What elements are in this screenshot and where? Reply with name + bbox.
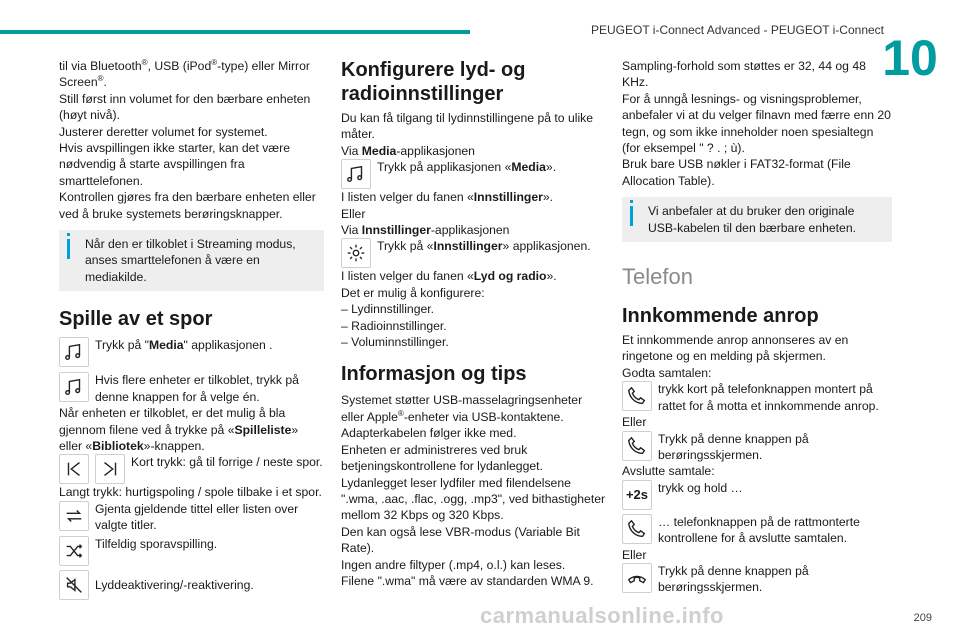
text-bold: Media	[511, 160, 546, 175]
reg-mark: ®	[141, 57, 148, 67]
option-item: – Radioinnstillinger.	[341, 318, 447, 333]
media-row	[59, 337, 324, 367]
press-screen-text: Trykk på denne knappen på berøringsskjermen.	[658, 563, 809, 595]
reg-mark: ®	[211, 57, 218, 67]
or-text: Eller	[341, 206, 366, 221]
note-text: Vi anbefaler at du bruker den originale USB-kabelen til den bærbare enheten.	[648, 204, 856, 235]
body-line: Den kan også lese VBR-modus (Variable Bit Rate).	[341, 524, 580, 556]
phone-icon	[622, 431, 652, 461]
text: » eller «	[59, 422, 299, 453]
text: Trykk på applikasjonen «	[377, 160, 512, 175]
repeat-text: Gjenta gjeldende tittel eller listen over valgte titler.	[95, 501, 299, 533]
press-media-row	[341, 159, 606, 189]
chapter-section-title: Telefon	[622, 264, 693, 290]
tab-line	[341, 189, 606, 205]
hang-up-icon	[622, 563, 652, 593]
press-screen-text: Trykk på denne knappen på berøringsskjermen.	[658, 431, 809, 462]
press-wheel-text: trykk kort på telefonknappen montert på rattet for å motta et innkommende anrop.	[658, 382, 879, 413]
body-line: Hvis avspillingen ikke starter, kan det være nødvendig å starte avspillingen fra smarttelefonen.	[59, 141, 290, 188]
info-icon-bar	[630, 206, 633, 226]
body-line: Adapterkabelen følger ikke med.	[341, 426, 517, 441]
text: -applikasjonen	[430, 223, 510, 238]
column-2	[341, 58, 606, 589]
section-title: Konfigurere lyd- og radioinnstillinger	[341, 59, 526, 105]
text-bold: Innstillinger	[433, 239, 503, 254]
option-item: – Lydinnstillinger.	[341, 302, 435, 317]
text: ».	[545, 160, 557, 175]
info-note	[59, 230, 324, 291]
skip-next-icon	[95, 454, 125, 484]
body-line: Sampling-forhold som støttes er 32, 44 og 48 KHz.	[622, 59, 866, 90]
body-line: For å unngå lesnings- og visningsproblemer, anbefaler vi at du velger filnavn med færre enn 20 tegn, og som ikke inneholder noen spesialtegn (for eksempel " ? . ; ù).	[622, 91, 891, 156]
text-bold: Media	[361, 143, 397, 158]
section-title: Informasjon og tips	[341, 363, 527, 386]
text: Via	[341, 223, 362, 238]
repeat-row	[59, 501, 324, 534]
phone-icon	[622, 381, 652, 411]
shuffle-row	[59, 536, 324, 566]
intro-paragraph	[59, 58, 324, 91]
long-press-text: Langt trykk: hurtigspoling / spole tilbake i et spor.	[59, 485, 322, 500]
shuffle-text: Tilfeldig sporavspilling.	[95, 536, 218, 551]
text: Trykk på "	[95, 338, 149, 353]
text: Systemet støtter USB-masselagringsenheter eller Apple	[341, 393, 583, 424]
shuffle-icon	[59, 536, 89, 566]
text-bold: Media	[149, 338, 184, 353]
text: ».	[542, 190, 554, 205]
info-icon-bar	[67, 239, 70, 259]
text: I listen velger du fanen «	[341, 190, 474, 205]
info-icon	[630, 200, 633, 203]
info-icon	[67, 233, 70, 236]
or-text: Eller	[622, 547, 647, 562]
info-note	[622, 197, 892, 242]
skip-previous-icon	[59, 454, 89, 484]
configure-text: Det er mulig å konfigurere:	[341, 285, 485, 300]
column-3	[622, 58, 892, 596]
body-line: Ingen andre filtyper (.mp4, o.l.) kan leses.	[341, 557, 566, 572]
text: -enheter via USB-kontaktene.	[403, 409, 564, 424]
or-text: Eller	[622, 415, 647, 430]
short-press-text: Kort trykk: gå til forrige / neste spor.	[131, 455, 323, 470]
via-settings	[341, 222, 606, 238]
wheel-phone-row	[622, 381, 892, 414]
text-bold: Spilleliste	[234, 422, 292, 437]
text: Via	[341, 143, 362, 158]
text-bold: Bibliotek	[92, 438, 144, 453]
music-note-icon	[341, 159, 371, 189]
tracks-paragraph	[59, 405, 324, 454]
music-note-icon	[59, 372, 89, 402]
text-bold: Lyd og radio	[473, 269, 547, 284]
hold-cont-row	[622, 514, 892, 547]
sources-row	[59, 372, 324, 405]
intro-text: Et innkommende anrop annonseres av en ringetone og en melding på skjermen.	[622, 333, 849, 364]
gear-icon	[341, 238, 371, 268]
section-title: Innkommende anrop	[622, 305, 819, 328]
intro-text-d: .	[103, 75, 107, 90]
text: ».	[546, 269, 557, 284]
text-bold: Innstillinger	[473, 190, 543, 205]
intro-text-b: , USB (iPod	[147, 59, 212, 73]
text: Trykk på «	[377, 239, 434, 254]
body-line: Bruk bare USB nøkler i FAT32-format (File Allocation Table).	[622, 157, 851, 188]
mute-icon	[59, 570, 89, 600]
option-item: – Voluminnstillinger.	[341, 335, 449, 350]
hold-cont-text: … telefonknappen på de rattmonterte kontrollene for å avslutte samtalen.	[658, 514, 860, 546]
page-number: 209	[913, 612, 932, 624]
info-paragraph	[341, 392, 606, 425]
column-1	[59, 58, 324, 600]
via-media	[341, 143, 606, 159]
reg-mark: ®	[397, 408, 404, 418]
body-line: Still først inn volumet for den bærbare enheten (høyt nivå).	[59, 91, 311, 123]
mute-text: Lyddeaktivering/-reaktivering.	[95, 577, 254, 592]
hold-row	[622, 480, 892, 510]
end-call-text: Avslutte samtale:	[622, 464, 715, 479]
body-line: Justerer deretter volumet for systemet.	[59, 124, 268, 139]
sources-text: Hvis flere enheter er tilkoblet, trykk på denne knappen for å velge én.	[95, 373, 299, 404]
intro-text-a: til via Bluetooth	[59, 59, 142, 73]
intro-text-c: -type) eller Mirror Screen	[59, 59, 310, 90]
body-line: Kontrollen gjøres fra den bærbare enheten eller ved å bruke systemets berøringsknapper.	[59, 190, 316, 221]
tab-line	[341, 268, 606, 284]
hangup-row	[622, 563, 892, 596]
reg-mark: ®	[97, 74, 104, 84]
note-text: Når den er tilkoblet i Streaming modus, anses smarttelefonen å være en mediakilde.	[85, 237, 296, 284]
text: »-knappen.	[143, 438, 205, 453]
repeat-icon	[59, 501, 89, 531]
text: Når enheten er tilkoblet, er det mulig å bla gjennom filene ved å trykke på «	[59, 406, 286, 437]
text: -applikasjonen	[396, 143, 475, 158]
text: I listen velger du fanen «	[341, 269, 474, 284]
phone-icon	[622, 514, 652, 544]
text-bold: Innstillinger	[361, 223, 431, 238]
skip-row	[59, 454, 324, 484]
header-accent-bar	[0, 30, 470, 34]
running-title: PEUGEOT i-Connect Advanced - PEUGEOT i-Connect	[590, 23, 884, 37]
press-settings-row	[341, 238, 606, 268]
watermark: carmanualsonline.info	[480, 603, 724, 628]
text: " applikasjonen .	[183, 338, 273, 353]
body-line: Lydanlegget leser lydfiler med filendelsene ".wma, .aac, .flac, .ogg, .mp3", ved bithastigheter mellom 32 Kbps og 320 Kbps.	[341, 475, 606, 523]
hold-2s-badge: +2s	[622, 480, 652, 510]
text: » applikasjonen.	[502, 239, 591, 254]
music-note-icon	[59, 337, 89, 367]
intro-text: Du kan få tilgang til lydinnstillingene på to ulike måter.	[341, 111, 594, 142]
screen-phone-row	[622, 431, 892, 464]
section-title: Spille av et spor	[59, 308, 213, 331]
hold-text: trykk og hold …	[658, 480, 743, 495]
mute-row	[59, 570, 324, 600]
body-line: Filene ".wma" må være av standarden WMA 9.	[341, 573, 594, 588]
accept-text: Godta samtalen:	[622, 365, 712, 380]
body-line: Enheten er administreres ved bruk betjeningskontrollene for lydanlegget.	[341, 442, 543, 474]
chapter-number: 10	[882, 30, 938, 86]
